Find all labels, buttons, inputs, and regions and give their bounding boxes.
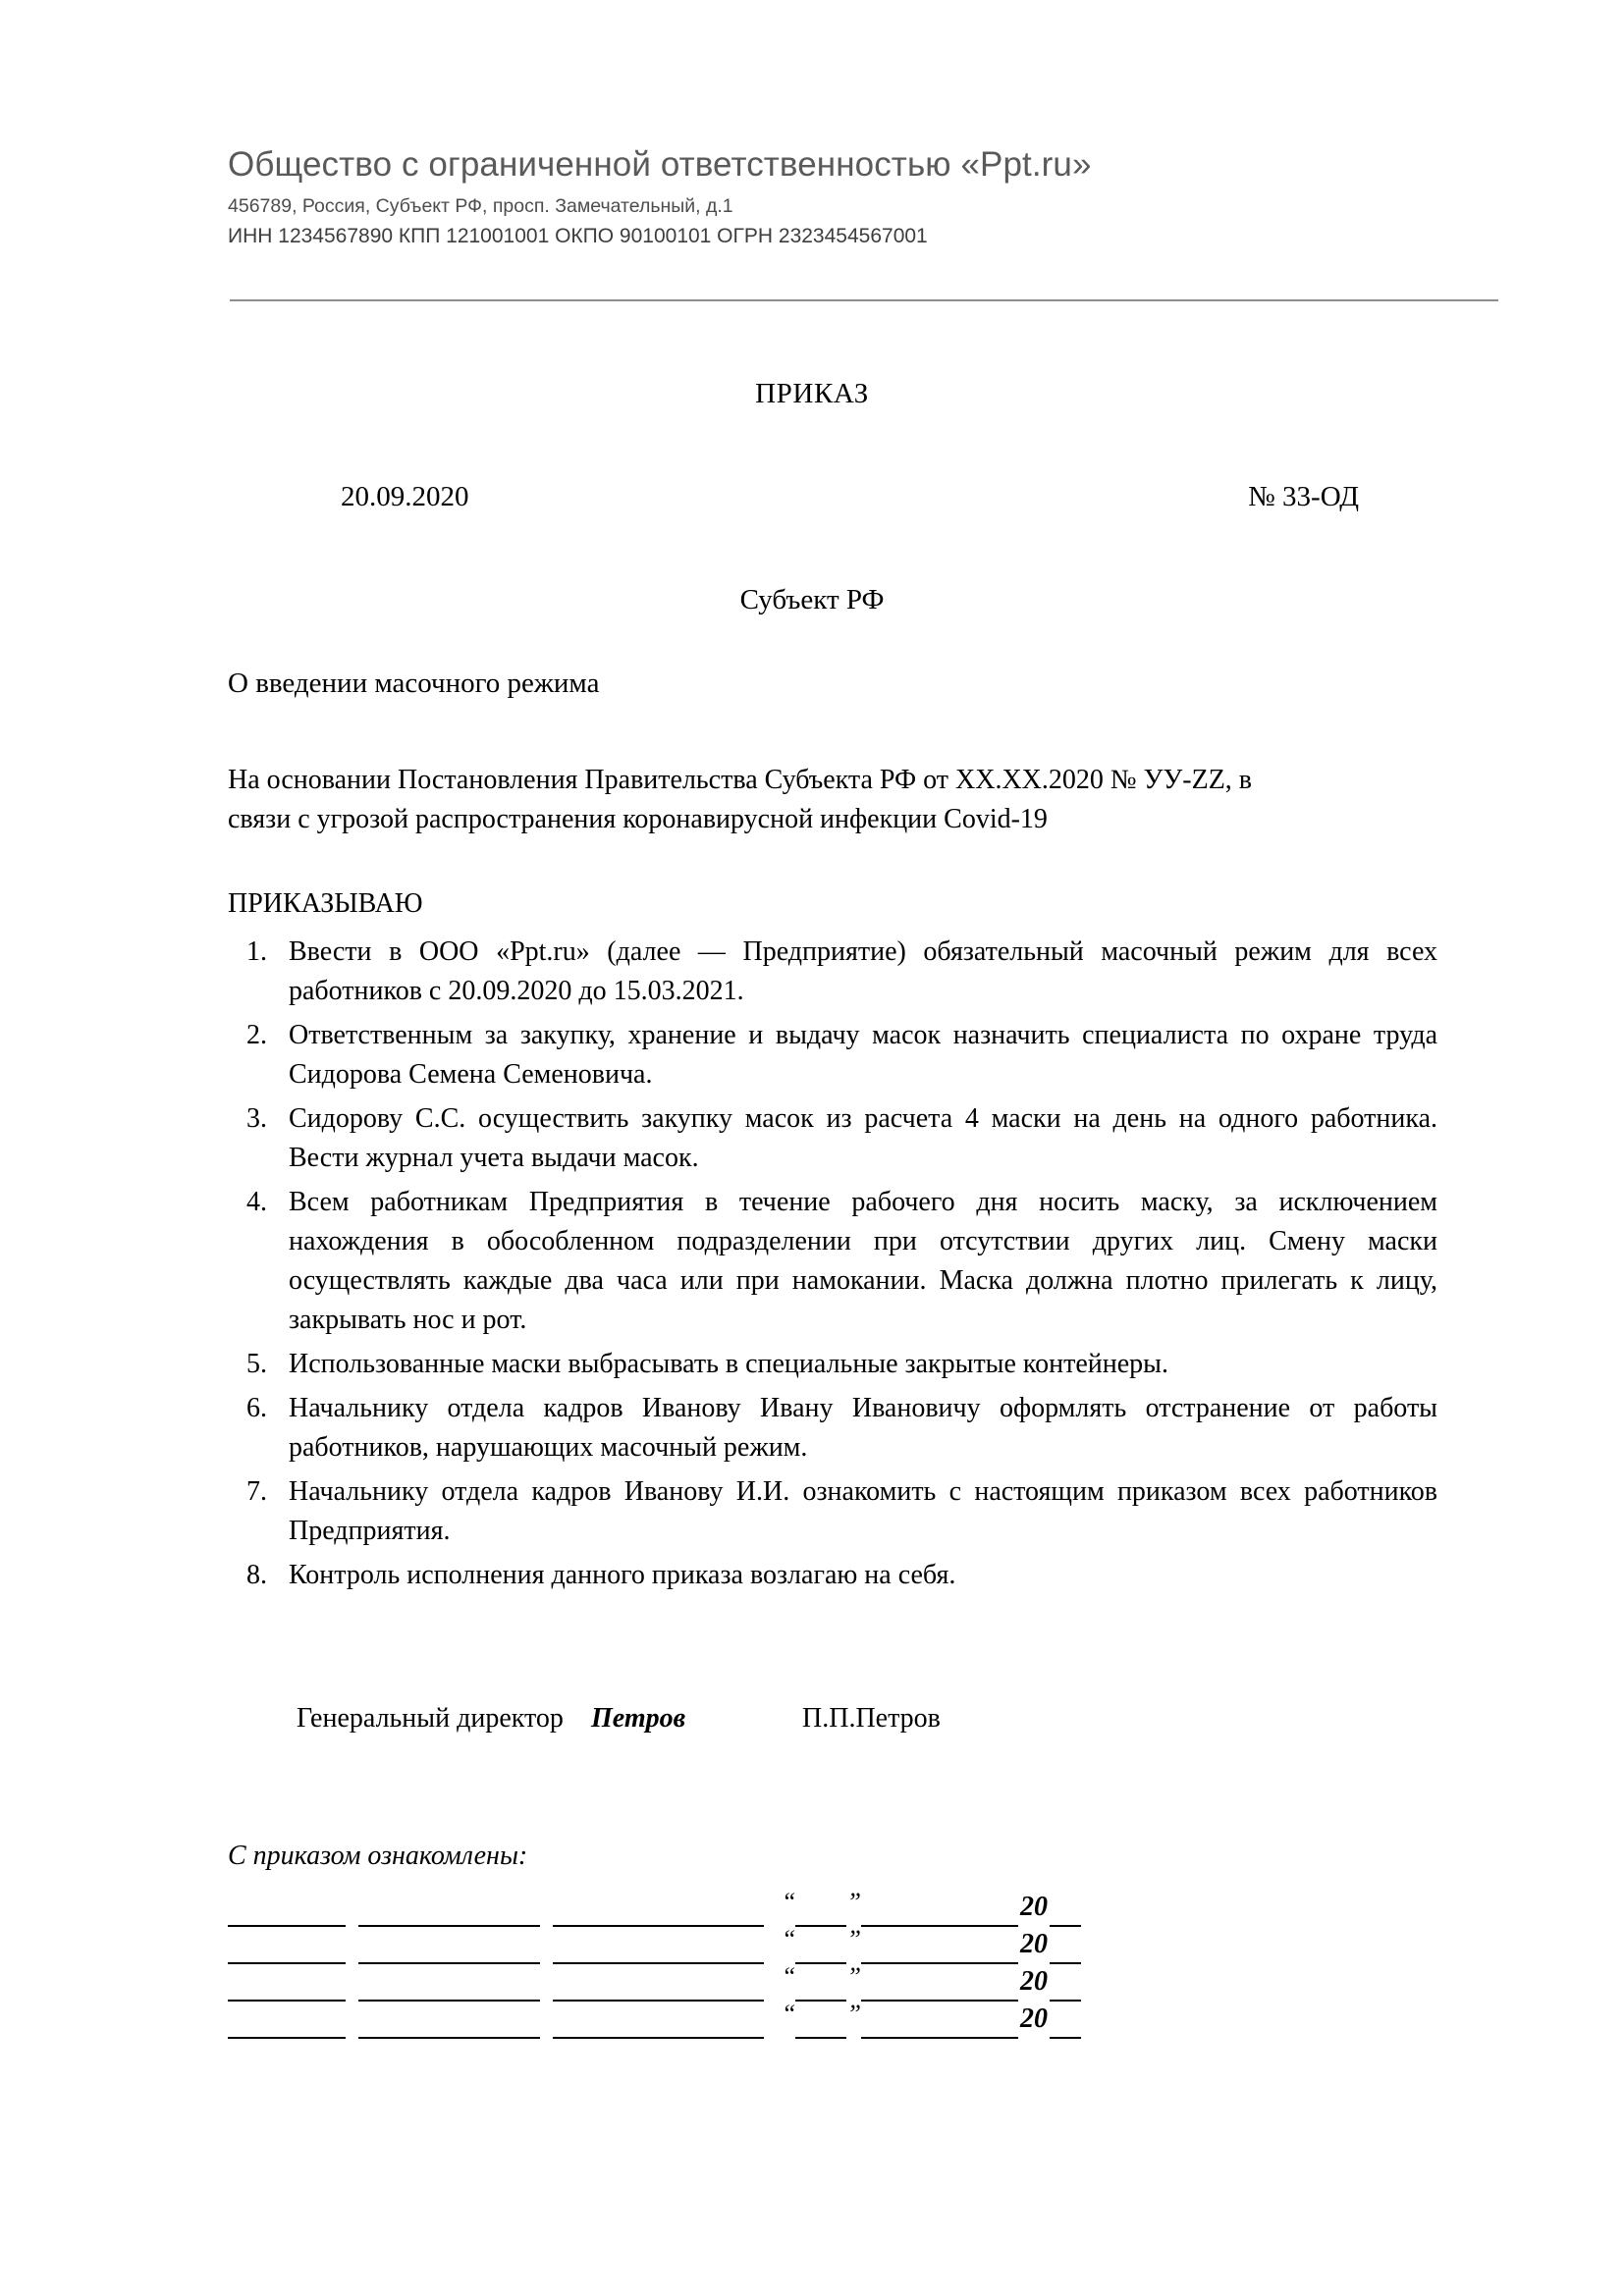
clause-number: 4. (246, 1187, 267, 1218)
order-clause-list (228, 933, 1437, 1601)
clause-text: Всем работникам Предприятия в течение рабочего дня носить маску, за исключением нахождения в обособленном подразделении при отсутствии других лиц. Смену маски осуществлять каждые два часа или при намокании. Маска должна плотно прилегать к лицу, закрывать нос и рот. (289, 1187, 1437, 1336)
clause-text: Ответственным за закупку, хранение и выдачу масок назначить специалиста по охране труда Сидорова Семена Семеновича. (289, 1020, 1437, 1091)
ack-blank-signature[interactable] (553, 2017, 764, 2039)
document-meta-row (228, 481, 1377, 513)
order-verb: ПРИКАЗЫВАЮ (228, 888, 423, 919)
quote-open: “ (782, 1962, 796, 1991)
clause-text: Ввести в ООО «Ppt.ru» (далее — Предприятие) обязательный масочный режим для всех работников с 20.09.2020 до 15.03.2021. (289, 936, 1437, 1007)
letterhead (228, 145, 1504, 251)
clause-text: Начальнику отдела кадров Иванову Ивану Ивановичу оформлять отстранение от работы работников, нарушающих масочный режим. (289, 1393, 1437, 1464)
quote-open: “ (782, 1925, 796, 1953)
ack-blank-day[interactable] (795, 1943, 846, 1964)
order-clause (228, 1556, 1437, 1595)
header-divider (230, 299, 1498, 301)
year-prefix: 20 (1019, 2003, 1048, 2034)
order-clause (228, 1345, 1437, 1384)
clause-number: 5. (246, 1349, 267, 1380)
document-subject: О введении масочного режима (228, 667, 600, 699)
year-prefix: 20 (1019, 1966, 1048, 1997)
ack-blank-day[interactable] (795, 1980, 846, 2002)
clause-number: 3. (246, 1103, 267, 1135)
clause-text: Использованные маски выбрасывать в специальные закрытые контейнеры. (289, 1349, 1168, 1380)
document-date: 20.09.2020 (341, 481, 469, 512)
quote-open: “ (782, 1888, 796, 1916)
handwritten-signature: Петров (591, 1703, 686, 1734)
company-registration-codes: ИНН 1234567890 КПП 121001001 ОКПО 90100101 ОГРН 2323454567001 (228, 225, 928, 248)
signatory-name: П.П.Петров (802, 1703, 941, 1734)
ack-blank-month[interactable] (861, 2017, 1018, 2039)
quote-close: ” (846, 2000, 861, 2028)
ack-blank-signature[interactable] (553, 1943, 764, 1964)
acknowledgement-row (228, 2002, 1210, 2039)
document-place: Субъект РФ (739, 584, 885, 615)
quote-close: ” (846, 1888, 861, 1916)
acknowledgement-row (228, 1890, 1210, 1927)
ack-blank-name[interactable] (228, 1905, 346, 1927)
ack-blank-position[interactable] (358, 2017, 540, 2039)
order-clause (228, 1389, 1437, 1468)
ack-blank-name[interactable] (228, 1980, 346, 2002)
clause-number: 7. (246, 1476, 267, 1508)
order-clause (228, 1099, 1437, 1178)
quote-close: ” (846, 1925, 861, 1953)
company-address: 456789, Россия, Субъект РФ, просп. Замечательный, д.1 (228, 195, 733, 218)
ack-blank-signature[interactable] (553, 1905, 764, 1927)
signatory-title: Генеральный директор (297, 1703, 564, 1734)
clause-text: Начальнику отдела кадров Иванову И.И. ознакомить с настоящим приказом всех работников Предприятия. (289, 1476, 1437, 1547)
quote-open: “ (782, 2000, 796, 2028)
company-name: Общество с ограниченной ответственностью «Ppt.ru» (228, 145, 1092, 184)
order-clause (228, 1183, 1437, 1340)
year-prefix: 20 (1019, 1892, 1048, 1922)
ack-blank-position[interactable] (358, 1905, 540, 1927)
ack-blank-month[interactable] (861, 1943, 1018, 1964)
clause-number: 6. (246, 1393, 267, 1424)
order-clause (228, 933, 1437, 1011)
ack-blank-position[interactable] (358, 1943, 540, 1964)
clause-text: Контроль исполнения данного приказа возлагаю на себя. (289, 1560, 956, 1591)
document-heading: ПРИКАЗ (755, 378, 869, 409)
ack-blank-day[interactable] (795, 1905, 846, 1927)
acknowledgement-title: С приказом ознакомлены: (228, 1841, 528, 1871)
order-clause (228, 1472, 1437, 1551)
document-number: № 33-ОД (1248, 481, 1359, 512)
ack-blank-day[interactable] (795, 2017, 846, 2039)
ack-blank-month[interactable] (861, 1980, 1018, 2002)
signature-block (228, 1703, 1308, 1735)
ack-blank-year[interactable] (1050, 1943, 1081, 1964)
acknowledgement-row (228, 1964, 1210, 2002)
acknowledgement-row (228, 1927, 1210, 1964)
order-clause (228, 1016, 1437, 1095)
clause-number: 8. (246, 1560, 267, 1591)
quote-close: ” (846, 1962, 861, 1991)
ack-blank-year[interactable] (1050, 2017, 1081, 2039)
ack-blank-year[interactable] (1050, 1905, 1081, 1927)
ack-blank-name[interactable] (228, 2017, 346, 2039)
basis-paragraph (228, 761, 1437, 839)
clause-number: 1. (246, 936, 267, 967)
year-prefix: 20 (1019, 1929, 1048, 1959)
ack-blank-name[interactable] (228, 1943, 346, 1964)
ack-blank-signature[interactable] (553, 1980, 764, 2002)
acknowledgement-rows (228, 1890, 1210, 2039)
clause-number: 2. (246, 1020, 267, 1051)
basis-line-2: связи с угрозой распространения коронавирусной инфекции Covid-19 (228, 804, 1048, 835)
ack-blank-year[interactable] (1050, 1980, 1081, 2002)
clause-text: Сидорову С.С. осуществить закупку масок из расчета 4 маски на день на одного работника. Вести журнал учета выдачи масок. (289, 1103, 1437, 1174)
ack-blank-month[interactable] (861, 1905, 1018, 1927)
ack-blank-position[interactable] (358, 1980, 540, 2002)
basis-line-1: На основании Постановления Правительства Субъекта РФ от ХХ.ХХ.2020 № УУ-ZZ, в (228, 765, 1253, 795)
